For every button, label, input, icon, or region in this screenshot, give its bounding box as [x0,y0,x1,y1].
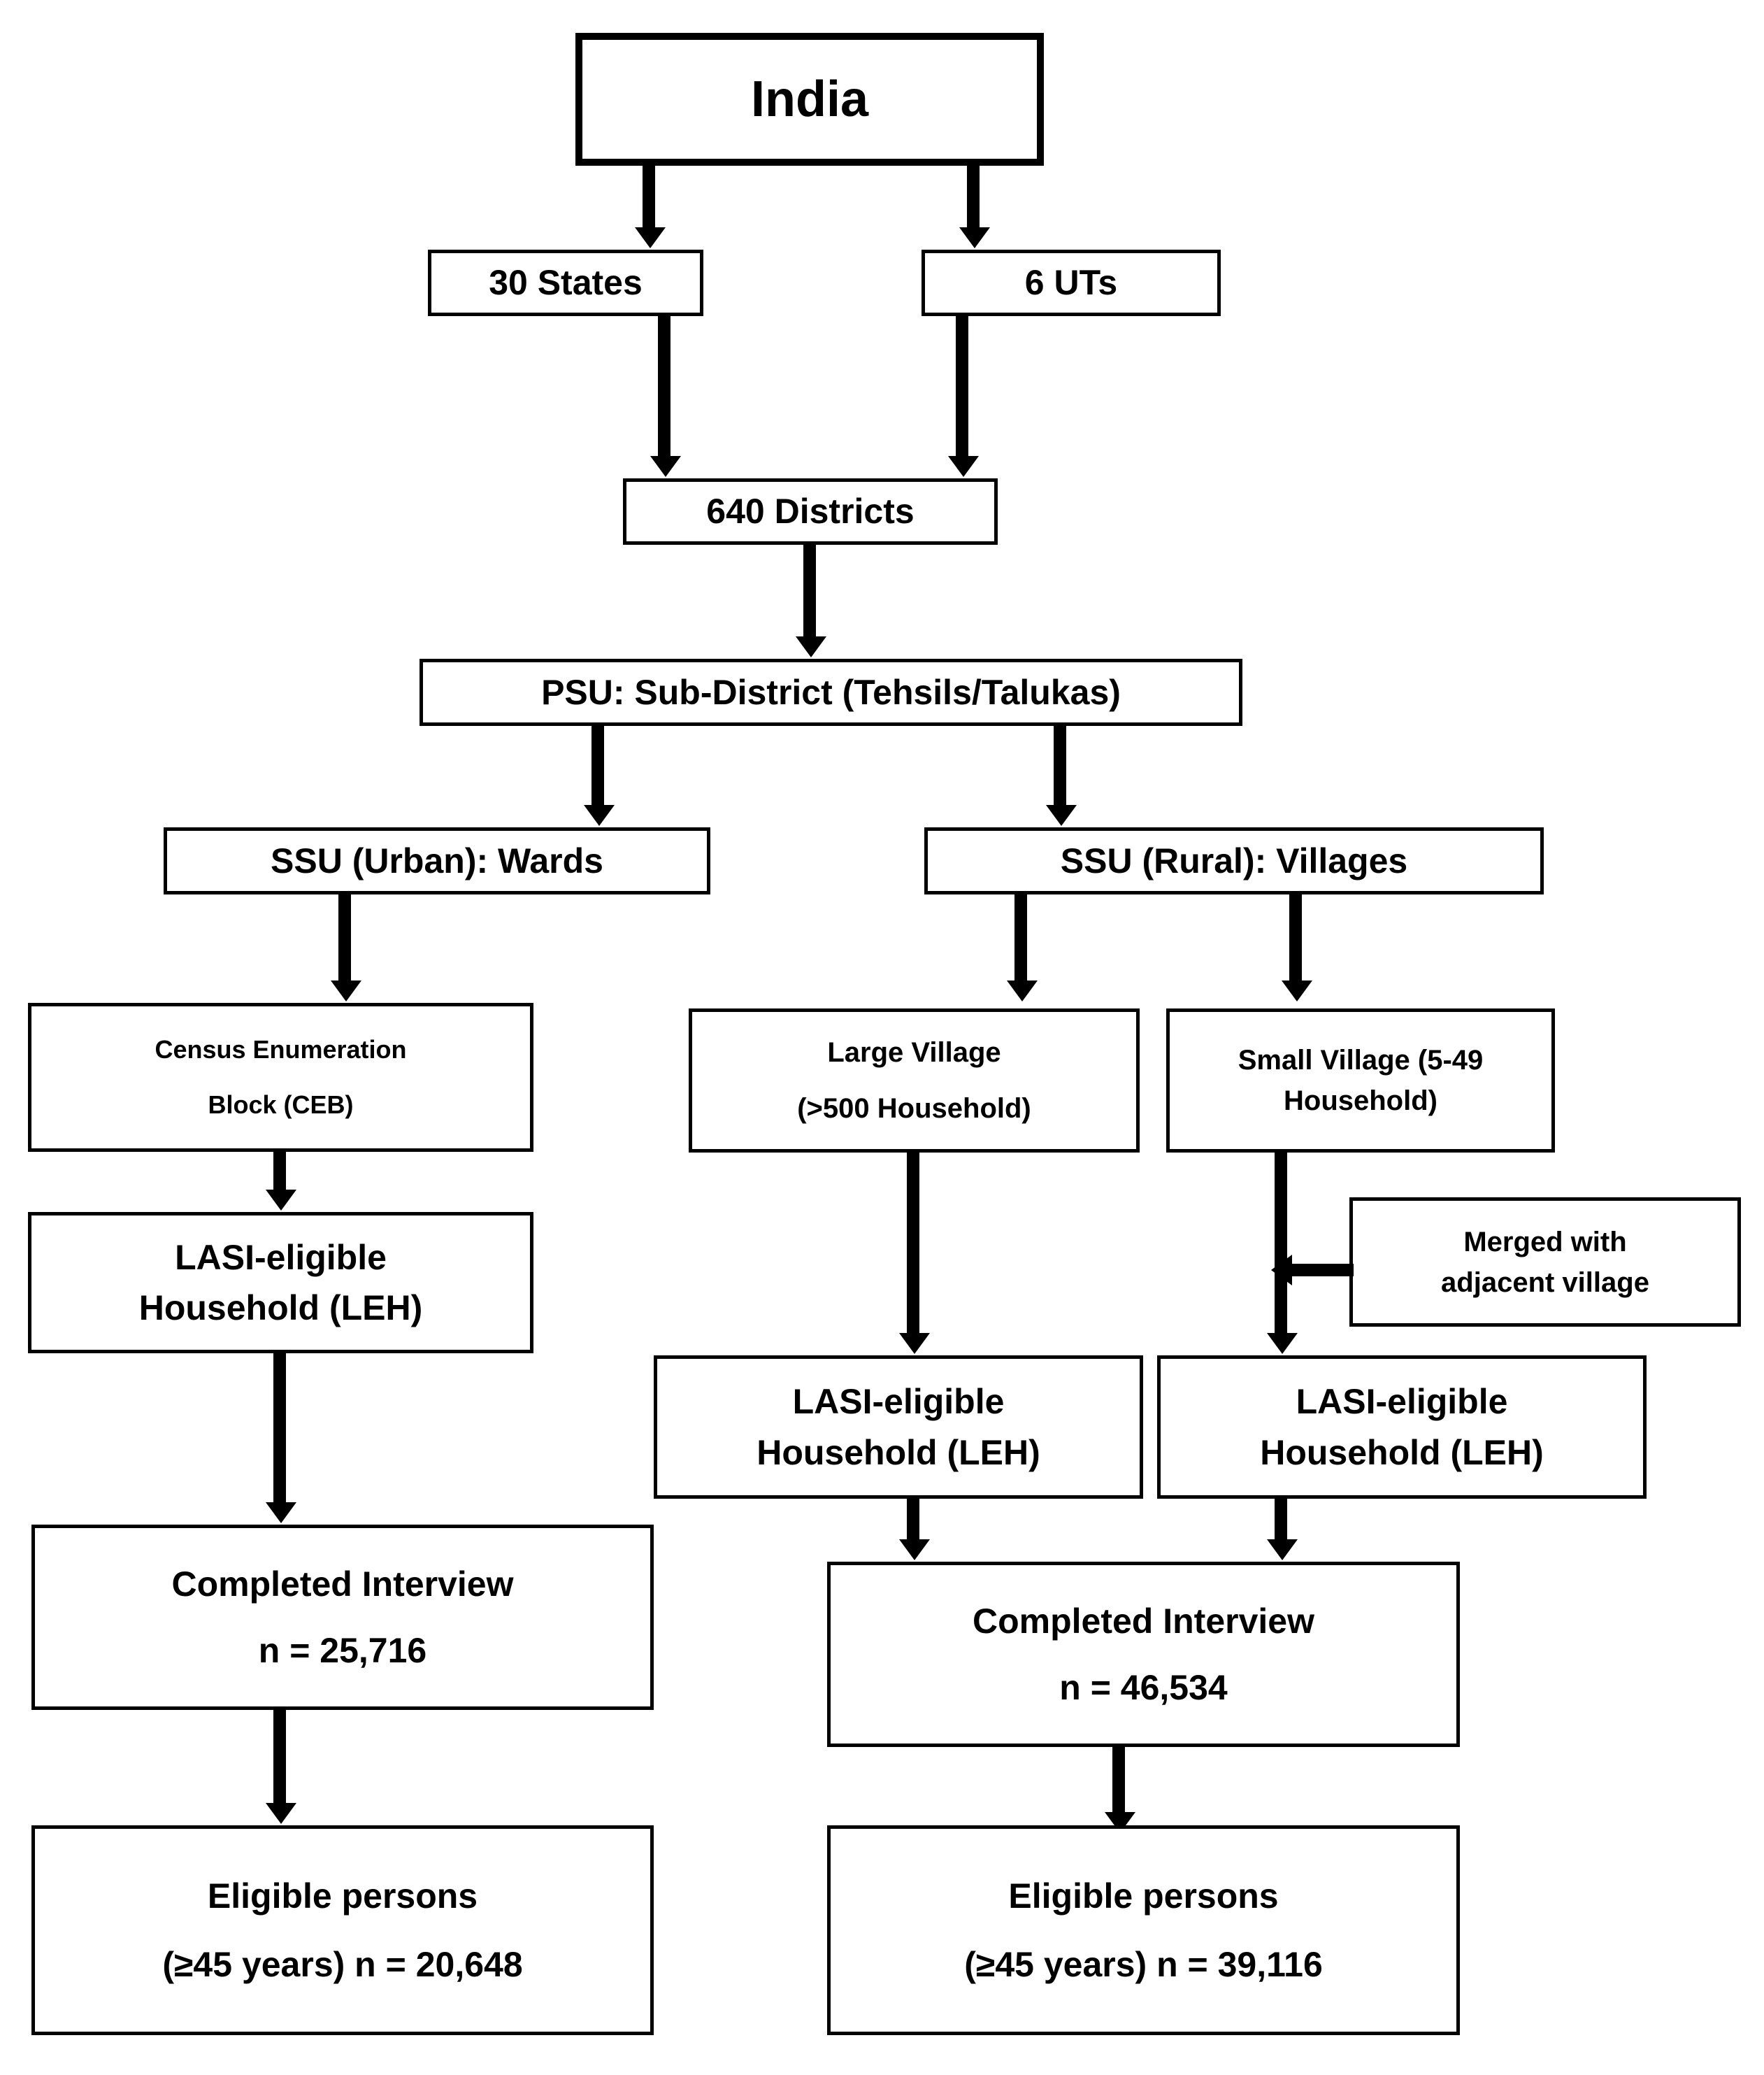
node-interview-rural-label-line2: n = 46,534 [1059,1667,1228,1707]
node-interview-rural-label-line1: Completed Interview [973,1602,1314,1641]
arrow-india-to-uts [959,166,990,250]
node-census-enumeration-block [28,1003,533,1152]
arrow-interview-rural-to-eligible [1105,1747,1135,1834]
node-eligible-rural-label-line2: (≥45 years) n = 39,116 [964,1945,1323,1984]
arrow-ssu-rural-to-large-village [1007,894,1038,1003]
node-psu-subdistrict [420,659,1242,726]
node-leh-urban [28,1212,533,1353]
node-completed-interview-rural [827,1562,1460,1747]
node-eligible-urban-label-line1: Eligible persons [207,1876,478,1916]
node-merged-label-line2: adjacent village [1441,1267,1649,1298]
node-interview-urban-label-line2: n = 25,716 [258,1630,427,1670]
arrow-ssu-urban-to-ceb [331,894,361,1003]
node-leh-large-label-line2: Household (LEH) [756,1432,1040,1472]
arrow-interview-urban-to-eligible [266,1710,296,1825]
node-large-village-label-line1: Large Village [827,1037,1001,1068]
node-30-states [428,250,703,316]
node-30-states-label: 30 States [489,263,643,303]
node-completed-interview-urban [31,1525,654,1710]
node-ceb-label-line1: Census Enumeration [155,1035,407,1064]
node-ssu-rural-label: SSU (Rural): Villages [1060,841,1408,880]
node-psu-subdistrict-label: PSU: Sub-District (Tehsils/Talukas) [541,672,1121,712]
arrow-ssu-rural-to-small-village [1282,894,1312,1003]
node-eligible-persons-rural [827,1825,1460,2035]
arrow-states-to-districts [650,316,681,478]
node-india [575,33,1044,166]
node-leh-large-village [654,1355,1143,1499]
node-interview-urban-label-line1: Completed Interview [171,1564,514,1604]
arrow-uts-to-districts [948,316,979,478]
node-640-districts-label: 640 Districts [706,492,915,532]
node-leh-small-label-line2: Household (LEH) [1260,1432,1544,1472]
node-small-village-label-line2: Household) [1284,1085,1437,1116]
node-6-uts [922,250,1221,316]
node-merged-adjacent-village [1349,1197,1741,1327]
node-ceb-label-line2: Block (CEB) [208,1090,354,1119]
node-leh-small-label-line1: LASI-eligible [1296,1382,1508,1421]
node-large-village [689,1008,1140,1153]
arrow-large-village-to-leh [899,1153,930,1355]
node-leh-urban-label-line1: LASI-eligible [175,1237,387,1277]
arrow-india-to-states [635,166,666,250]
arrow-districts-to-psu [796,545,826,659]
node-eligible-rural-label-line1: Eligible persons [1008,1876,1279,1916]
node-small-village-label-line1: Small Village (5-49 [1238,1045,1484,1076]
node-india-label: India [750,71,868,127]
arrow-leh-urban-to-interview [266,1353,296,1525]
node-leh-small-village [1157,1355,1647,1499]
node-6-uts-label: 6 UTs [1024,263,1118,303]
arrow-psu-to-ssu-rural [1046,726,1077,827]
node-small-village [1166,1008,1555,1153]
node-ssu-urban [164,827,710,894]
arrow-small-village-to-leh [1267,1153,1298,1355]
node-eligible-persons-urban [31,1825,654,2035]
arrow-ceb-to-leh-urban [266,1152,296,1212]
node-640-districts [623,478,998,545]
arrow-psu-to-ssu-urban [584,726,615,827]
arrow-leh-small-to-interview [1267,1499,1298,1562]
node-leh-urban-label-line2: Household (LEH) [138,1288,423,1327]
node-eligible-urban-label-line2: (≥45 years) n = 20,648 [162,1945,523,1984]
node-ssu-rural [924,827,1544,894]
node-ssu-urban-label: SSU (Urban): Wards [271,841,603,880]
node-large-village-label-line2: (>500 Household) [797,1093,1031,1124]
arrow-leh-large-to-interview [899,1499,930,1562]
node-merged-label-line1: Merged with [1463,1226,1627,1257]
node-leh-large-label-line1: LASI-eligible [792,1382,1005,1421]
